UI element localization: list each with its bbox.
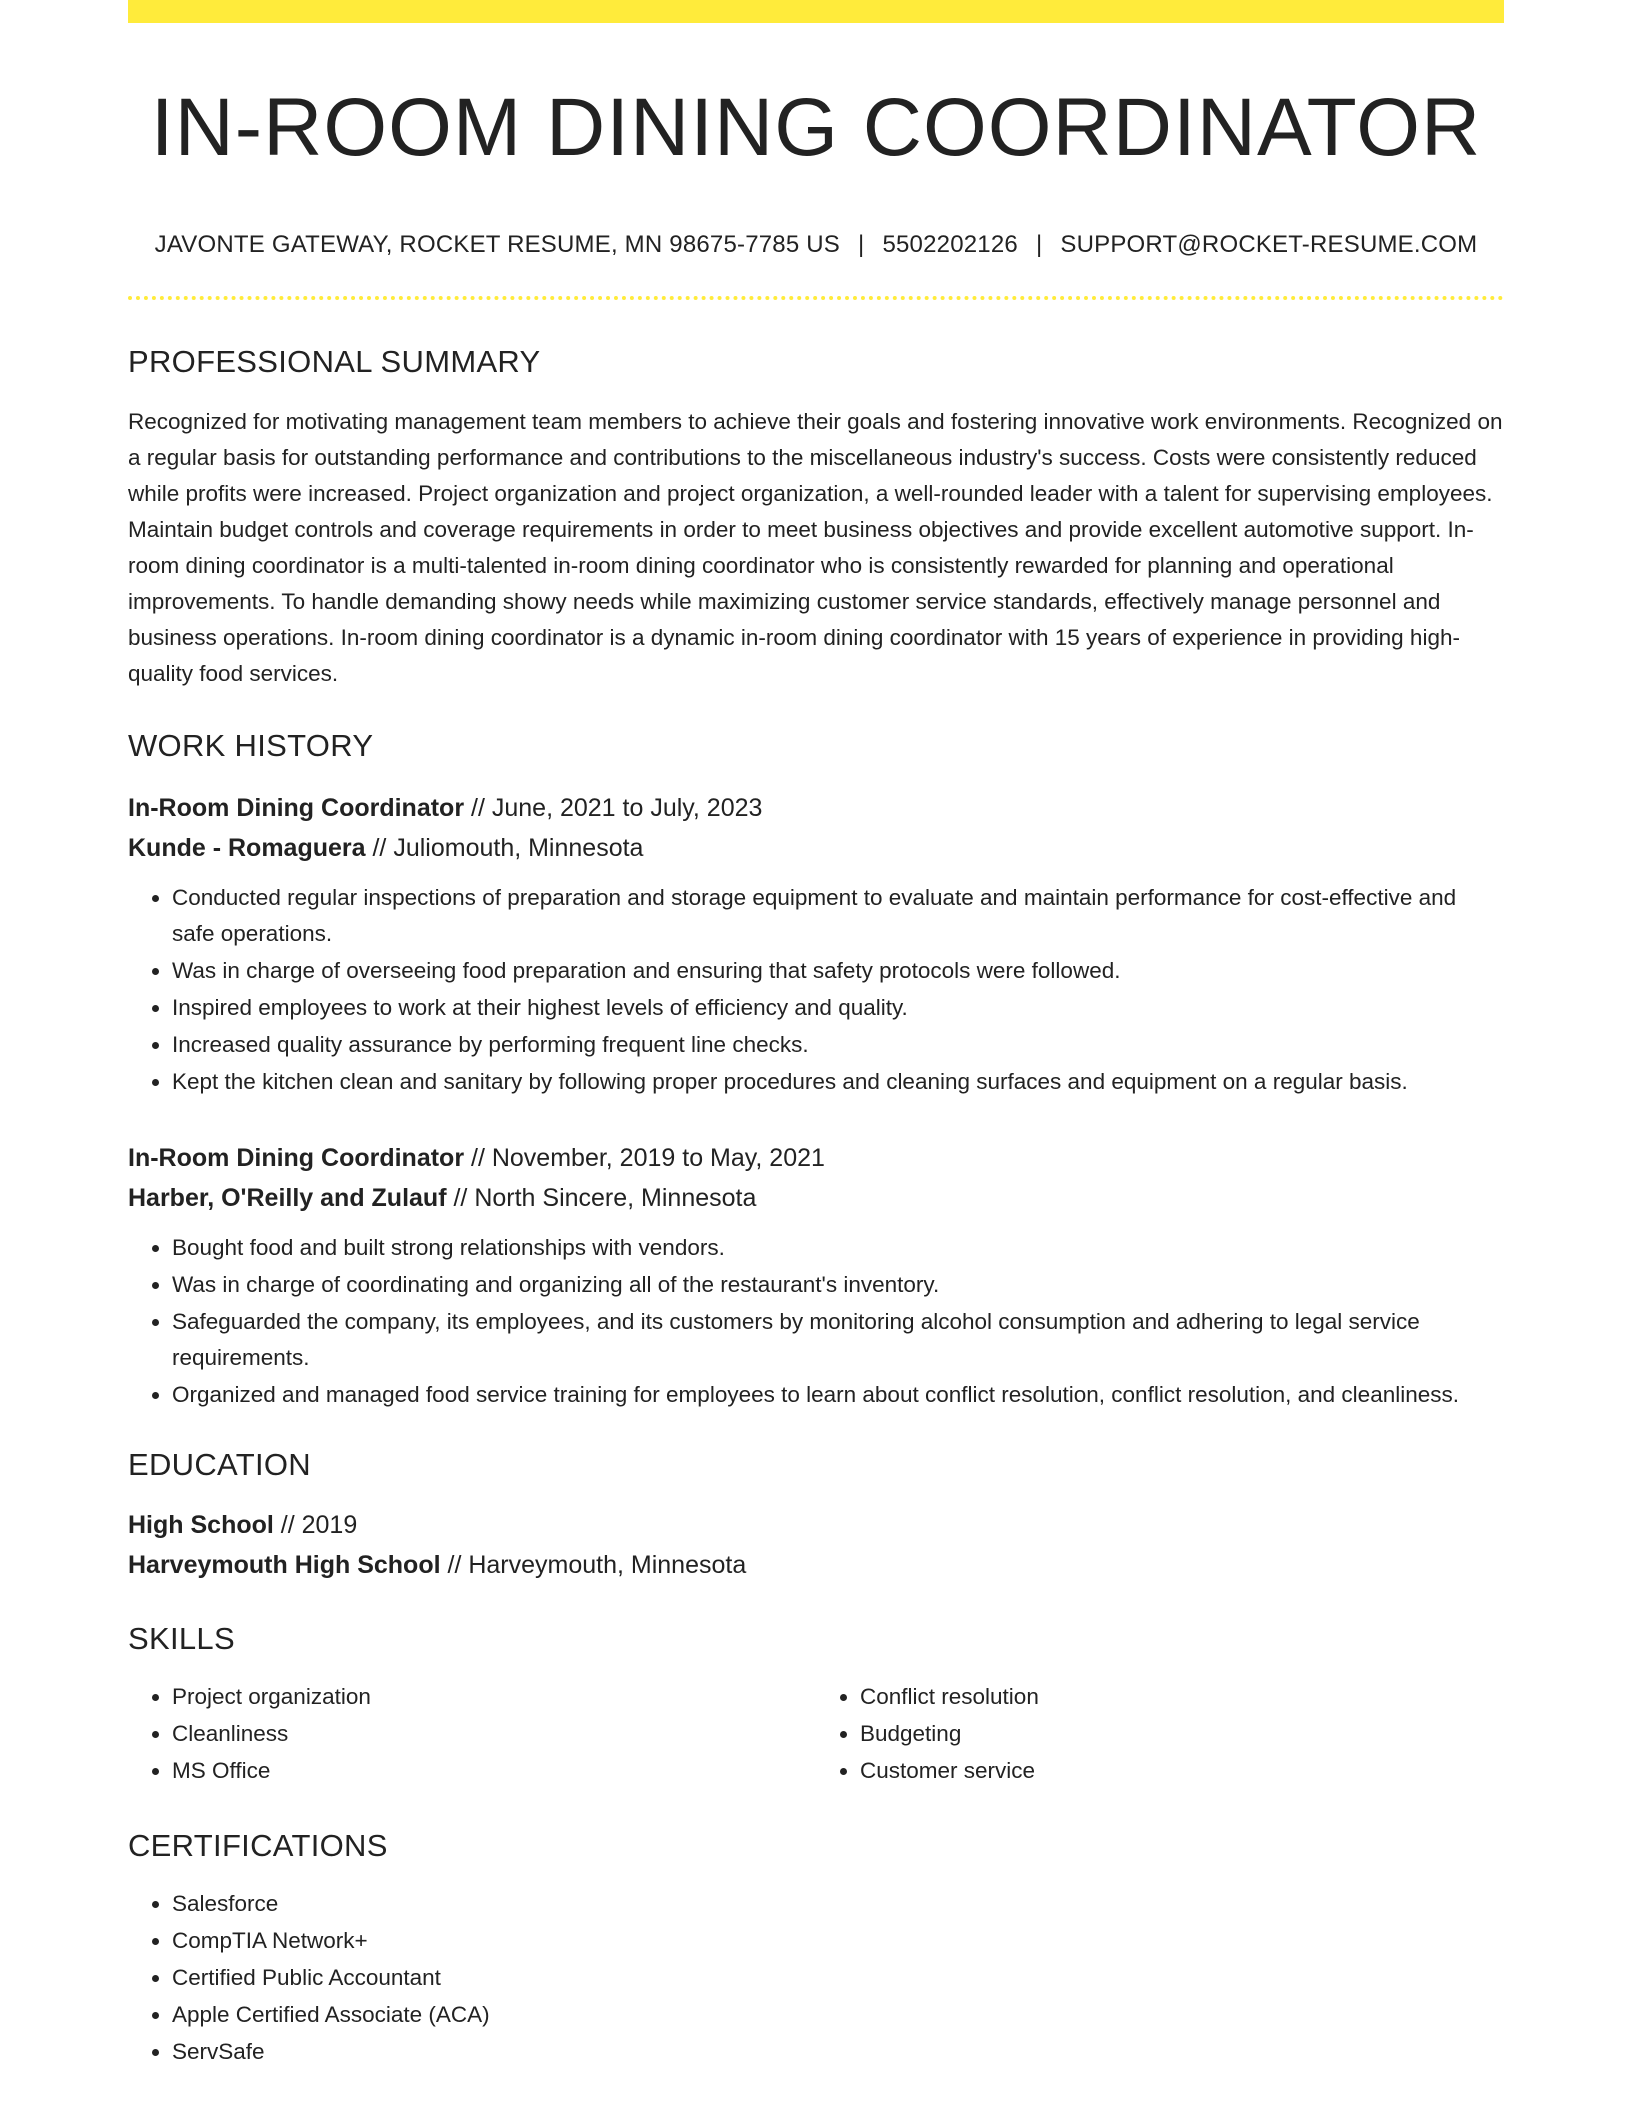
job-bullet: • Kept the kitchen clean and sanitary by following proper procedures and cleaning surfaces and equipment on a regular basis. bbox=[172, 1064, 1504, 1100]
job-dates: // June, 2021 to July, 2023 bbox=[471, 794, 763, 823]
contact-phone: 5502202126 bbox=[882, 231, 1018, 259]
contact-separator: | bbox=[1035, 231, 1043, 259]
job-bullet: • Organized and managed food service training for employees to learn about conflict resolution, conflict resolution, and cleanliness. bbox=[172, 1377, 1504, 1413]
job-entry bbox=[128, 1138, 1504, 1413]
resume-title: IN-ROOM DINING COORDINATOR bbox=[150, 82, 1482, 173]
job-bullets bbox=[128, 880, 1504, 1100]
job-bullet: • Was in charge of overseeing food preparation and ensuring that safety protocols were followed. bbox=[172, 953, 1504, 989]
contact-address: JAVONTE GATEWAY, ROCKET RESUME, MN 98675-7785 US bbox=[154, 231, 841, 259]
job-entry bbox=[128, 788, 1504, 1100]
skills-list-left bbox=[128, 1679, 816, 1790]
summary-heading: PROFESSIONAL SUMMARY bbox=[128, 344, 541, 380]
certifications-heading: CERTIFICATIONS bbox=[128, 1828, 388, 1864]
certifications-list bbox=[128, 1886, 1504, 2070]
dotted-divider bbox=[128, 296, 1504, 300]
work-history-heading: WORK HISTORY bbox=[128, 728, 374, 764]
education-year: // 2019 bbox=[280, 1511, 358, 1540]
skills-columns bbox=[128, 1679, 1504, 1790]
certification-item: • Apple Certified Associate (ACA) bbox=[172, 1997, 1504, 2033]
job-title: In-Room Dining Coordinator bbox=[128, 1144, 465, 1173]
skills-heading: SKILLS bbox=[128, 1621, 235, 1657]
skill-item: • Conflict resolution bbox=[860, 1679, 1504, 1715]
top-accent-bar bbox=[128, 0, 1504, 23]
job-bullet: • Inspired employees to work at their highest levels of efficiency and quality. bbox=[172, 990, 1504, 1026]
education-heading: EDUCATION bbox=[128, 1447, 311, 1483]
job-company: Kunde - Romaguera bbox=[128, 834, 366, 863]
job-title: In-Room Dining Coordinator bbox=[128, 794, 465, 823]
job-location: // North Sincere, Minnesota bbox=[453, 1184, 757, 1213]
skill-item: • MS Office bbox=[172, 1753, 816, 1789]
certification-item: • Salesforce bbox=[172, 1886, 1504, 1922]
job-dates: // November, 2019 to May, 2021 bbox=[471, 1144, 825, 1173]
education-location: // Harveymouth, Minnesota bbox=[447, 1551, 747, 1580]
education-degree: High School bbox=[128, 1511, 274, 1540]
contact-line bbox=[128, 231, 1504, 259]
job-bullets bbox=[128, 1230, 1504, 1413]
job-company-line bbox=[128, 1178, 1504, 1218]
job-company: Harber, O'Reilly and Zulauf bbox=[128, 1184, 447, 1213]
job-location: // Juliomouth, Minnesota bbox=[372, 834, 644, 863]
job-bullet: • Was in charge of coordinating and organizing all of the restaurant's inventory. bbox=[172, 1267, 1504, 1303]
education-school-line bbox=[128, 1545, 1504, 1585]
job-title-line bbox=[128, 788, 1504, 828]
job-bullet: • Increased quality assurance by performing frequent line checks. bbox=[172, 1027, 1504, 1063]
skills-list-right bbox=[816, 1679, 1504, 1790]
job-bullet: • Bought food and built strong relationships with vendors. bbox=[172, 1230, 1504, 1266]
contact-email: SUPPORT@ROCKET-RESUME.COM bbox=[1060, 231, 1478, 259]
skill-item: • Cleanliness bbox=[172, 1716, 816, 1752]
skill-item: • Customer service bbox=[860, 1753, 1504, 1789]
certification-item: • CompTIA Network+ bbox=[172, 1923, 1504, 1959]
certification-item: • ServSafe bbox=[172, 2034, 1504, 2070]
skill-item: • Budgeting bbox=[860, 1716, 1504, 1752]
job-company-line bbox=[128, 828, 1504, 868]
education-degree-line bbox=[128, 1505, 1504, 1545]
certification-item: • Certified Public Accountant bbox=[172, 1960, 1504, 1996]
education-school: Harveymouth High School bbox=[128, 1551, 441, 1580]
job-bullet: • Safeguarded the company, its employees, and its customers by monitoring alcohol consumption and adhering to legal service requirements. bbox=[172, 1304, 1504, 1376]
contact-separator: | bbox=[858, 231, 865, 259]
education-entry bbox=[128, 1505, 1504, 1585]
summary-text: Recognized for motivating management team members to achieve their goals and fostering innovative work environments. Recognized on a regular basis for outstanding performance and contributions to the miscellaneous industry's success. Costs were consistently reduced while profits were increased. Project organization and project organization, a well-rounded leader with a talent for supervising employees. Maintain budget controls and coverage requirements in order to meet business objectives and provide excellent automotive support. In-room dining coordinator is a multi-talented in-room dining coordinator who is consistently rewarded for planning and operational improvements. To handle demanding showy needs while maximizing customer service standards, effectively manage personnel and business operations. In-room dining coordinator is a dynamic in-room dining coordinator with 15 years of experience in providing high-quality food services. bbox=[128, 409, 1503, 687]
job-title-line bbox=[128, 1138, 1504, 1178]
skill-item: • Project organization bbox=[172, 1679, 816, 1715]
job-bullet: • Conducted regular inspections of preparation and storage equipment to evaluate and maintain performance for cost-effective and safe operations. bbox=[172, 880, 1504, 952]
